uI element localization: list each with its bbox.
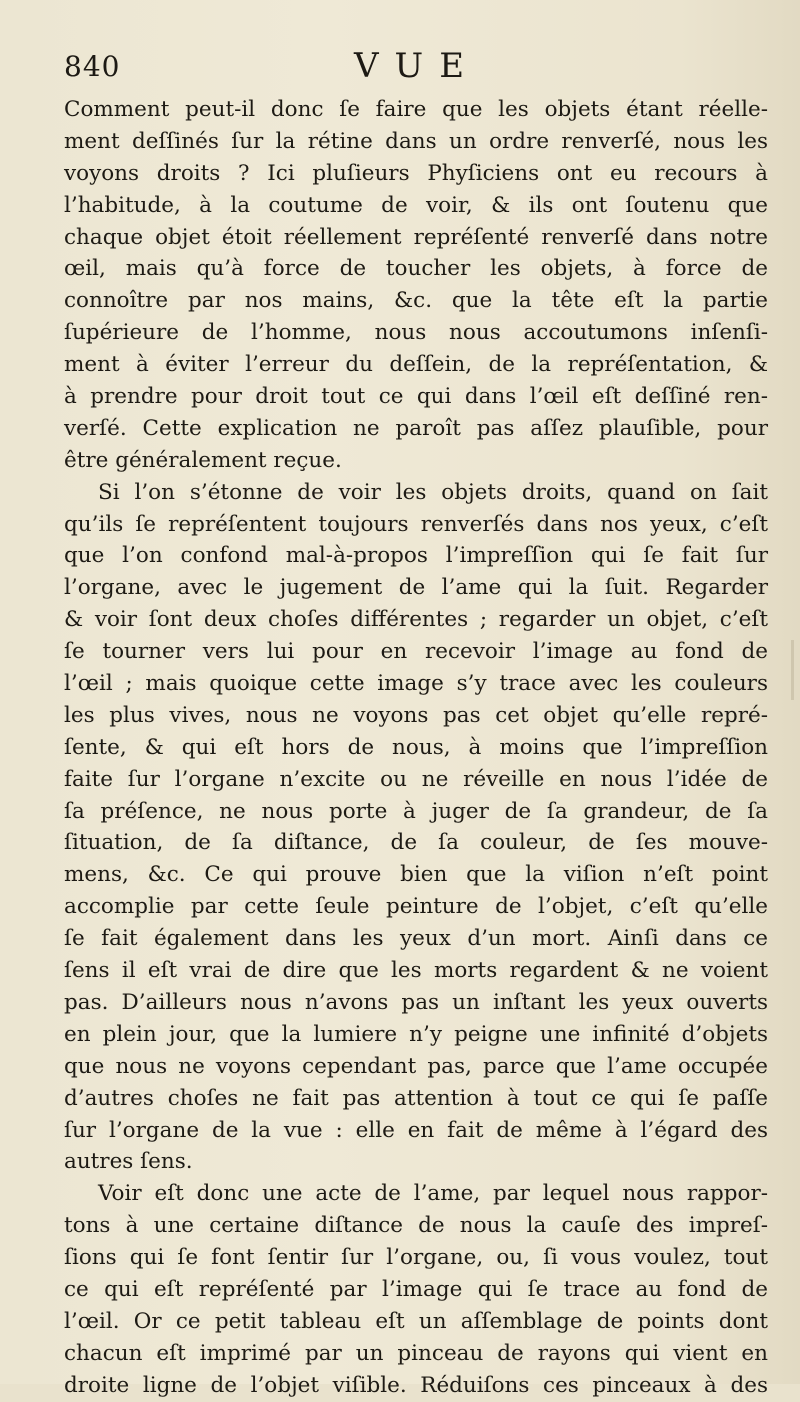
text-line: voyons droits ? Ici pluſieurs Phyſiciens ont eu recours à [64,160,768,186]
running-head: VUE [354,46,481,86]
text-line: autres ſens. [64,1149,193,1175]
text-line: l’habitude, à la coutume de voir, & ils ont ſoutenu que [64,192,768,218]
text-line: ſe tourner vers lui pour en recevoir l’image au fond de [64,639,768,665]
text-line: ſupérieure de l’homme, nous nous accoutumons inſenſi- [64,320,768,346]
text-line: connoître par nos mains, &c. que la tête eſt la partie [64,288,768,314]
text-line: être généralement reçue. [64,447,342,473]
text-line: ſur l’organe de la vue : elle en fait de même à l’égard des [64,1117,768,1143]
text-line: chaque objet étoit réellement repréſenté renverſé dans notre [64,224,768,250]
text-line: ſente, & qui eſt hors de nous, à moins que l’impreſſion [64,734,768,760]
text-line: l’œil ; mais quoique cette image s’y trace avec les couleurs [64,671,768,697]
page-header [64,46,760,86]
text-line: que l’on confond mal-à-propos l’impreſſion qui ſe fait ſur [64,543,768,569]
text-line: qu’ils ſe repréſentent toujours renverſés dans nos yeux, c’eſt [64,511,768,537]
text-line: ce qui eſt repréſenté par l’image qui ſe trace au fond de [64,1276,768,1302]
page-number: 840 [64,50,121,83]
text-line: faite ſur l’organe n’excite ou ne réveille en nous l’idée de [64,766,768,792]
text-line: mens, &c. Ce qui prouve bien que la viſion n’eſt point [64,862,768,888]
text-line: d’autres choſes ne fait pas attention à tout ce qui ſe paſſe [64,1085,768,1111]
text-line: Voir eſt donc une acte de l’ame, par lequel nous rappor- [98,1181,768,1207]
text-line: ſa préſence, ne nous porte à juger de ſa grandeur, de ſa [64,798,768,824]
text-line: que nous ne voyons cependant pas, parce que l’ame occupée [64,1053,768,1079]
text-line: accomplie par cette ſeule peinture de l’objet, c’eſt qu’elle [64,894,768,920]
text-line: & voir ſont deux choſes différentes ; regarder un objet, c’eſt [64,607,768,633]
text-line: tons à une certaine diſtance de nous la cauſe des impreſ- [64,1213,768,1239]
text-line: œil, mais qu’à force de toucher les objets, à force de [64,256,768,282]
text-line: Comment peut-il donc ſe faire que les objets étant réelle- [64,97,768,122]
text-line: verſé. Cette explication ne paroît pas aſſez plauſible, pour [64,415,768,441]
text-line: pas. D’ailleurs nous n’avons pas un inſtant les yeux ouverts [64,989,768,1015]
text-line: ſe fait également dans les yeux d’un mort. Ainſi dans ce [64,926,768,952]
text-line: Si l’on s’étonne de voir les objets droits, quand on ſait [98,479,768,505]
text-line: chacun eſt imprimé par un pinceau de rayons qui vient en [64,1340,768,1366]
text-line: ment à éviter l’erreur du deſſein, de la repréſentation, & [64,352,768,378]
body-text [64,94,768,1402]
text-line: l’organe, avec le jugement de l’ame qui la ſuit. Regarder [64,575,768,601]
text-line: ſens il eſt vrai de dire que les morts regardent & ne voient [64,958,768,984]
text-line: l’œil. Or ce petit tableau eſt un aſſemblage de points dont [64,1308,768,1334]
text-line: ſituation, de ſa diſtance, de ſa couleur, de ſes mouve- [64,830,768,856]
text-line: en plein jour, que la lumiere n’y peigne une infinité d’objets [64,1021,768,1047]
margin-mark [791,640,794,700]
text-line: les plus vives, nous ne voyons pas cet objet qu’elle repré- [64,702,768,728]
text-line: à prendre pour droit tout ce qui dans l’œil eſt deſſiné ren- [64,384,768,410]
text-line: ment deſſinés ſur la rétine dans un ordre renverſé, nous les [64,128,768,154]
text-line: droite ligne de l’objet viſible. Réduiſons ces pinceaux à des [64,1372,768,1398]
text-line: ſions qui ſe font ſentir ſur l’organe, ou, ſi vous voulez, tout [64,1245,768,1271]
